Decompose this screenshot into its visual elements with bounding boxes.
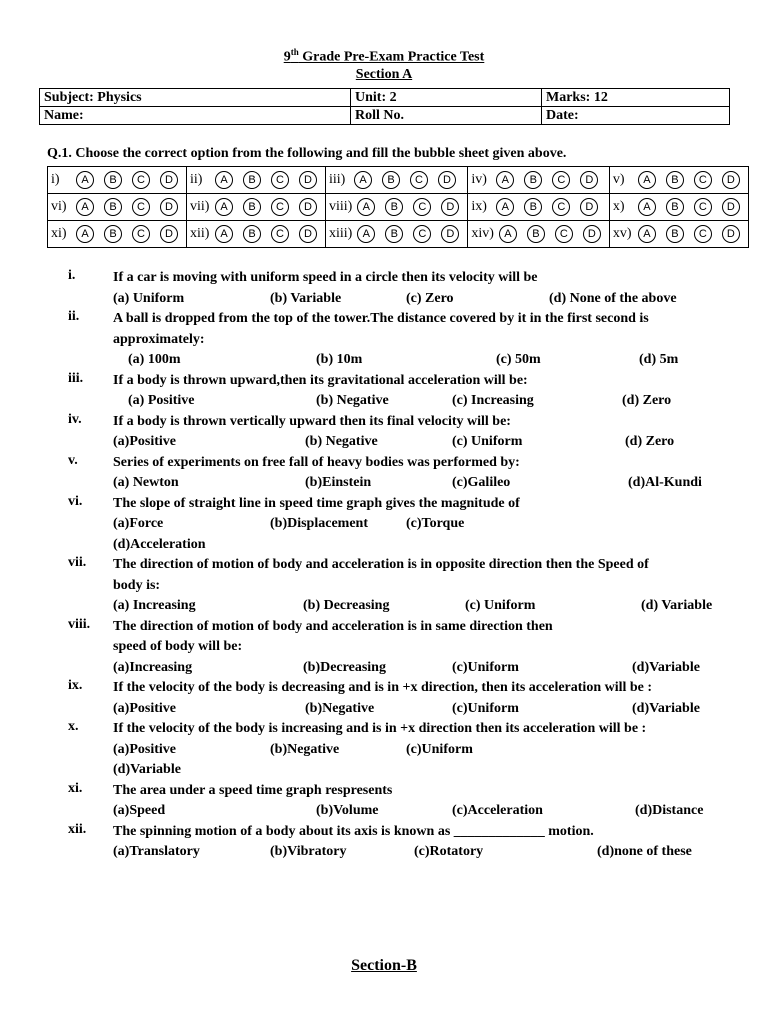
answer-option: (c)Galileo xyxy=(452,475,511,490)
bubble-cell xyxy=(468,221,610,248)
question-text xyxy=(113,371,713,392)
question-text xyxy=(113,268,713,289)
section-b-heading: Section-B xyxy=(351,957,417,974)
question-item xyxy=(0,555,768,617)
answer-option: (c)Uniform xyxy=(406,741,473,757)
question-text xyxy=(113,822,713,843)
answer-option: (d)Al-Kundi xyxy=(628,475,702,490)
bubble-cell xyxy=(48,194,187,221)
question-text xyxy=(113,781,713,802)
answer-bubble[interactable]: B xyxy=(524,171,542,189)
answer-option: (d) Zero xyxy=(622,393,672,408)
bubble-question-label: ix) xyxy=(471,199,487,215)
answer-bubble[interactable]: D xyxy=(441,198,459,216)
answer-bubble[interactable]: A xyxy=(215,171,233,189)
option-row xyxy=(0,658,768,679)
answer-option: (c) Zero xyxy=(406,290,454,306)
answer-bubble[interactable]: D xyxy=(299,225,317,243)
answer-bubble[interactable]: D xyxy=(722,198,740,216)
option-row xyxy=(0,842,768,863)
answer-bubble[interactable]: B xyxy=(385,198,403,216)
answer-bubble[interactable]: A xyxy=(76,225,94,243)
question-text xyxy=(113,309,713,350)
question-text-line: The slope of straight line in speed time graph gives the magnitude of xyxy=(113,495,520,511)
bubble-question-label: ii) xyxy=(190,172,203,188)
page-title: 9th Grade Pre-Exam Practice Test xyxy=(283,47,485,65)
question-item xyxy=(0,617,768,679)
question-text-line: If the velocity of the body is increasing and is in +x direction then its acceleration will be : xyxy=(113,721,647,736)
answer-option: (d) Variable xyxy=(641,598,713,613)
answer-bubble[interactable]: C xyxy=(132,171,150,189)
question-item xyxy=(0,719,768,781)
answer-option: (c)Acceleration xyxy=(452,803,543,818)
bubble-cell xyxy=(326,194,468,221)
option-row xyxy=(0,596,768,617)
answer-option: (c) Uniform xyxy=(465,598,536,613)
answer-bubble[interactable]: A xyxy=(638,198,656,216)
question-text xyxy=(113,719,713,740)
answer-bubble[interactable]: C xyxy=(132,225,150,243)
question-text-line: If a body is thrown vertically upward then its final velocity will be: xyxy=(113,413,511,429)
answer-bubble[interactable]: B xyxy=(385,225,403,243)
bubble-question-label: vi) xyxy=(51,199,67,215)
answer-option: (a) Newton xyxy=(113,475,179,490)
answer-option: (c)Uniform xyxy=(452,659,519,675)
option-row xyxy=(0,514,768,535)
answer-option: (b)Decreasing xyxy=(303,659,386,675)
answer-option: (d)Acceleration xyxy=(113,536,206,552)
bubble-cell xyxy=(187,221,326,248)
answer-bubble[interactable]: B xyxy=(524,198,542,216)
bubble-question-label: vii) xyxy=(190,199,210,215)
question-item xyxy=(0,371,768,412)
answer-bubble[interactable]: D xyxy=(160,198,178,216)
answer-bubble[interactable]: C xyxy=(413,225,431,243)
answer-option: (a) Positive xyxy=(128,393,195,408)
answer-option: (a)Speed xyxy=(113,803,166,818)
answer-bubble[interactable]: A xyxy=(76,171,94,189)
answer-option: (b)Negative xyxy=(270,741,340,757)
answer-bubble[interactable]: A xyxy=(76,198,94,216)
answer-option: (c) Increasing xyxy=(452,393,534,408)
answer-bubble[interactable]: A xyxy=(496,171,514,189)
roll-cell: Roll No. xyxy=(351,107,542,125)
bubble-cell xyxy=(468,194,610,221)
answer-bubble[interactable]: A xyxy=(215,198,233,216)
bubble-question-label: v) xyxy=(612,172,625,188)
question-text-line: body is: xyxy=(113,577,161,593)
answer-bubble[interactable]: C xyxy=(555,225,573,243)
answer-option: (c)Rotatory xyxy=(414,844,484,859)
question-text xyxy=(113,678,713,699)
bubble-cell xyxy=(326,167,468,194)
answer-option: (a) Uniform xyxy=(113,290,185,306)
answer-bubble[interactable]: D xyxy=(160,225,178,243)
option-row xyxy=(0,350,768,371)
question-text-line: The spinning motion of a body about its axis is known as _____________ motion. xyxy=(113,823,594,839)
bubble-question-label: xv) xyxy=(612,226,632,242)
answer-bubble[interactable]: B xyxy=(666,225,684,243)
question-text-line: The area under a speed time graph respresents xyxy=(113,782,393,798)
bubble-question-label: xiii) xyxy=(329,226,353,242)
bubble-cell xyxy=(326,221,468,248)
answer-bubble[interactable]: D xyxy=(441,225,459,243)
answer-bubble[interactable]: C xyxy=(132,198,150,216)
q1-instruction: Q.1. Choose the correct option from the following and fill the bubble sheet given above. xyxy=(47,146,567,161)
question-number: xii. xyxy=(68,821,87,837)
question-number: viii. xyxy=(68,616,91,632)
answer-bubble[interactable]: A xyxy=(499,225,517,243)
bubble-cell xyxy=(609,221,748,248)
answer-option: (d)Variable xyxy=(113,762,181,777)
answer-bubble[interactable]: B xyxy=(243,225,261,243)
question-number: iv. xyxy=(68,411,82,427)
name-cell: Name: xyxy=(40,107,351,125)
option-row xyxy=(0,391,768,412)
answer-option: (c) Uniform xyxy=(452,434,523,449)
bubble-question-label: i) xyxy=(51,172,60,188)
question-item xyxy=(0,781,768,822)
answer-bubble[interactable]: D xyxy=(580,198,598,216)
option-row xyxy=(0,535,768,556)
answer-option: (d)Distance xyxy=(635,803,704,818)
question-text-line: If the velocity of the body is decreasing and is in +x direction, then its acceleration will be : xyxy=(113,680,653,695)
answer-bubble[interactable]: D xyxy=(160,171,178,189)
answer-option: (d) Zero xyxy=(625,434,675,449)
question-item xyxy=(0,412,768,453)
answer-bubble[interactable]: A xyxy=(638,225,656,243)
question-number: iii. xyxy=(68,370,84,386)
student-info-table xyxy=(39,88,730,125)
answer-bubble[interactable]: C xyxy=(552,198,570,216)
question-item xyxy=(0,822,768,863)
answer-option: (a)Increasing xyxy=(113,659,193,675)
answer-option: (d)none of these xyxy=(597,844,692,859)
bubble-question-label: x) xyxy=(612,199,625,215)
answer-bubble[interactable]: B xyxy=(666,198,684,216)
answer-option: (b)Displacement xyxy=(270,516,368,531)
question-number: i. xyxy=(68,268,76,283)
answer-option: (a)Positive xyxy=(113,700,176,716)
answer-option: (b)Einstein xyxy=(305,475,372,490)
answer-bubble[interactable]: D xyxy=(722,225,740,243)
question-number: x. xyxy=(68,719,79,734)
answer-option: (d)Variable xyxy=(632,700,700,716)
answer-bubble[interactable]: B xyxy=(104,225,122,243)
answer-option: (b) Decreasing xyxy=(303,598,390,613)
question-item xyxy=(0,309,768,371)
question-number: xi. xyxy=(68,780,83,796)
answer-option: (b) Negative xyxy=(316,393,389,408)
bubble-cell xyxy=(609,194,748,221)
question-number: v. xyxy=(68,452,78,468)
question-item xyxy=(0,494,768,556)
question-item xyxy=(0,268,768,309)
bubble-question-label: iv) xyxy=(471,172,487,188)
bubble-cell xyxy=(48,221,187,248)
bubble-cell xyxy=(187,194,326,221)
answer-bubble[interactable]: A xyxy=(638,171,656,189)
answer-bubble[interactable]: C xyxy=(694,225,712,243)
question-number: ii. xyxy=(68,309,80,324)
question-text xyxy=(113,617,713,658)
option-row xyxy=(0,699,768,720)
answer-bubble[interactable]: B xyxy=(243,171,261,189)
answer-option: (d) None of the above xyxy=(549,290,677,306)
option-row xyxy=(0,801,768,822)
answer-option: (b) 10m xyxy=(316,352,363,367)
answer-option: (c) 50m xyxy=(496,352,541,367)
question-text xyxy=(113,453,713,474)
answer-option: (d) 5m xyxy=(639,352,679,367)
answer-bubble[interactable]: D xyxy=(580,171,598,189)
question-text xyxy=(113,412,713,433)
answer-option: (b) Variable xyxy=(270,290,342,306)
question-text-line: The direction of motion of body and acceleration is in opposite direction then the Speed of xyxy=(113,557,649,572)
answer-bubble[interactable]: B xyxy=(382,171,400,189)
question-text-line: If a car is moving with uniform speed in a circle then its velocity will be xyxy=(113,270,538,285)
bubble-question-label: xi) xyxy=(51,226,67,242)
answer-option: (d)Variable xyxy=(632,659,700,675)
answer-option: (b) Negative xyxy=(305,434,378,449)
answer-bubble[interactable]: A xyxy=(496,198,514,216)
answer-option: (a)Force xyxy=(113,516,164,531)
bubble-cell xyxy=(48,167,187,194)
answer-bubble[interactable]: B xyxy=(666,171,684,189)
option-row xyxy=(0,740,768,761)
answer-option: (c)Torque xyxy=(406,516,465,531)
bubble-sheet xyxy=(47,166,749,248)
bubble-row xyxy=(48,221,749,248)
question-number: ix. xyxy=(68,678,83,693)
answer-bubble[interactable]: D xyxy=(299,198,317,216)
unit-cell: Unit: 2 xyxy=(351,89,542,107)
answer-bubble[interactable]: B xyxy=(104,171,122,189)
answer-bubble[interactable]: D xyxy=(583,225,601,243)
option-row xyxy=(0,432,768,453)
date-cell: Date: xyxy=(542,107,730,125)
answer-bubble[interactable]: A xyxy=(354,171,372,189)
marks-cell: Marks: 12 xyxy=(542,89,730,107)
question-text-line: A ball is dropped from the top of the tower.The distance covered by it in the first second is xyxy=(113,311,649,326)
bubble-question-label: xiv) xyxy=(471,226,494,242)
question-text-line: Series of experiments on free fall of heavy bodies was performed by: xyxy=(113,454,520,470)
bubble-row xyxy=(48,194,749,221)
answer-option: (a) 100m xyxy=(128,352,181,367)
question-text xyxy=(113,555,713,596)
answer-bubble[interactable]: C xyxy=(552,171,570,189)
option-row xyxy=(0,289,768,310)
answer-bubble[interactable]: C xyxy=(694,171,712,189)
answer-bubble[interactable]: C xyxy=(271,225,289,243)
answer-bubble[interactable]: A xyxy=(357,198,375,216)
answer-bubble[interactable]: A xyxy=(357,225,375,243)
answer-bubble[interactable]: D xyxy=(438,171,456,189)
answer-option: (a)Positive xyxy=(113,434,176,449)
answer-bubble[interactable]: C xyxy=(410,171,428,189)
bubble-cell xyxy=(609,167,748,194)
question-item xyxy=(0,678,768,719)
answer-bubble[interactable]: C xyxy=(413,198,431,216)
bubble-cell xyxy=(468,167,610,194)
bubble-question-label: iii) xyxy=(329,172,346,188)
answer-option: (a) Increasing xyxy=(113,598,196,613)
bubble-question-label: viii) xyxy=(329,199,353,215)
answer-bubble[interactable]: A xyxy=(215,225,233,243)
question-item xyxy=(0,453,768,494)
question-text-line: speed of body will be: xyxy=(113,639,243,654)
question-list xyxy=(0,268,768,863)
question-text xyxy=(113,494,713,515)
question-text-line: If a body is thrown upward,then its gravitational acceleration will be: xyxy=(113,372,528,388)
answer-option: (b)Volume xyxy=(316,803,379,818)
answer-bubble[interactable]: C xyxy=(271,198,289,216)
question-number: vi. xyxy=(68,493,83,509)
answer-bubble[interactable]: D xyxy=(299,171,317,189)
question-text-line: approximately: xyxy=(113,331,205,347)
question-text-line: The direction of motion of body and acceleration is in same direction then xyxy=(113,618,553,634)
subject-cell: Subject: Physics xyxy=(40,89,351,107)
answer-option: (b)Negative xyxy=(305,700,375,716)
answer-option: (c)Uniform xyxy=(452,700,519,716)
answer-option: (a)Translatory xyxy=(113,844,200,859)
question-number: vii. xyxy=(68,555,87,570)
answer-bubble[interactable]: B xyxy=(243,198,261,216)
answer-bubble[interactable]: B xyxy=(104,198,122,216)
answer-bubble[interactable]: C xyxy=(271,171,289,189)
option-row xyxy=(0,760,768,781)
answer-bubble[interactable]: B xyxy=(527,225,545,243)
section-a-heading: Section A xyxy=(355,67,413,82)
bubble-row xyxy=(48,167,749,194)
bubble-cell xyxy=(187,167,326,194)
answer-bubble[interactable]: C xyxy=(694,198,712,216)
answer-bubble[interactable]: D xyxy=(722,171,740,189)
answer-option: (b)Vibratory xyxy=(270,844,347,859)
option-row xyxy=(0,473,768,494)
bubble-question-label: xii) xyxy=(190,226,210,242)
answer-option: (a)Positive xyxy=(113,741,176,757)
